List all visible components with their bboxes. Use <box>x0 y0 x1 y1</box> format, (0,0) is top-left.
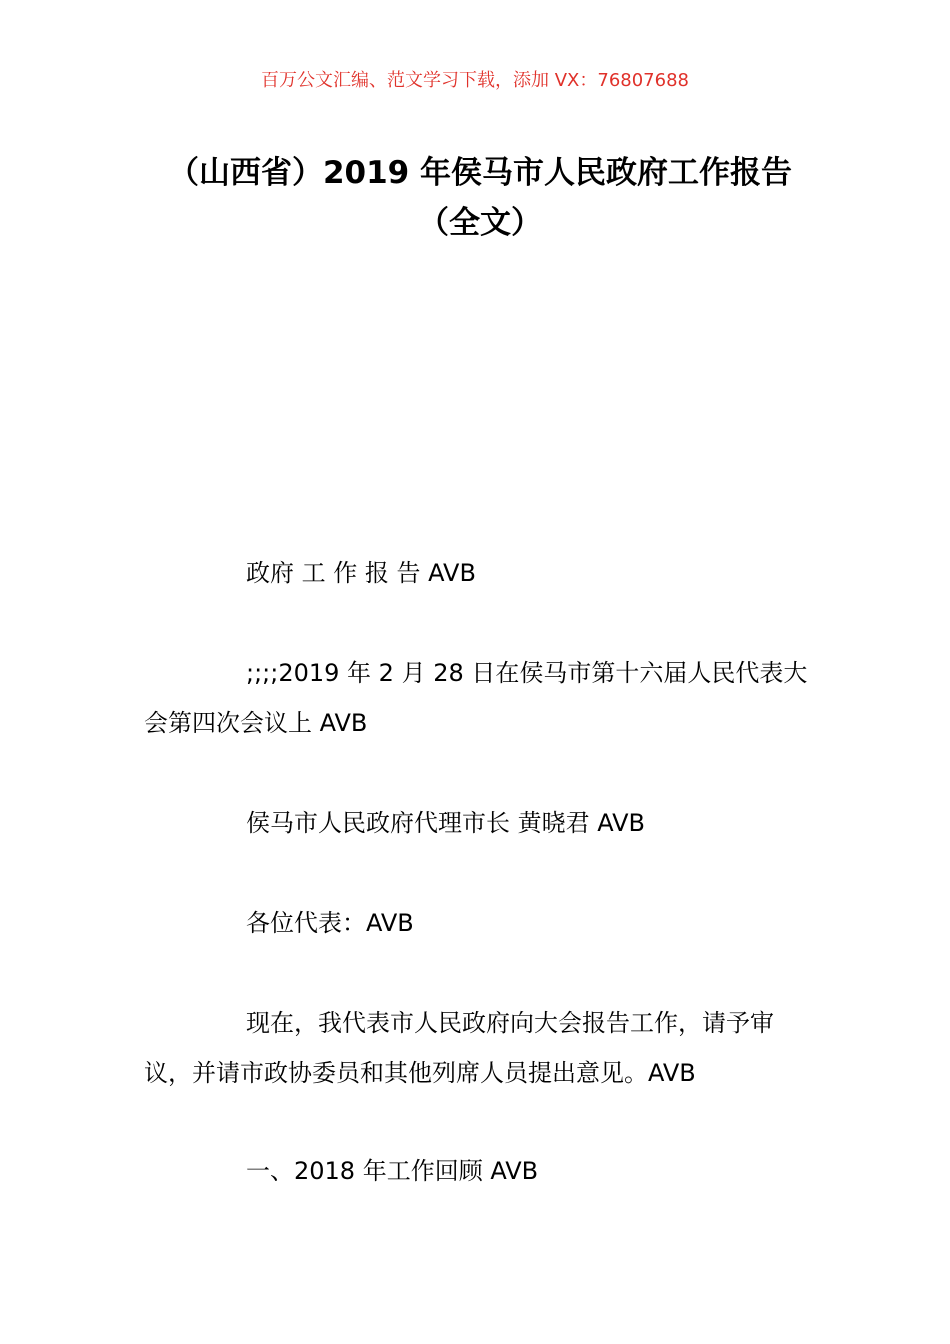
document-title: （山西省）2019 年侯马市人民政府工作报告（全文） <box>167 155 793 241</box>
section-heading-review: 一、2018 年工作回顾 AVB <box>246 1157 539 1185</box>
paragraph-meeting-date: ;;;;2019 年 2 月 28 日在侯马市第十六届人民代表大会第四次会议上 AVB <box>144 659 808 737</box>
paragraph-report-heading: 政府 工 作 报 告 AVB <box>246 559 476 587</box>
paragraph-opening: 现在，我代表市人民政府向大会报告工作，请予审议，并请市政协委员和其他列席人员提出意见。AVB <box>144 1009 774 1087</box>
header-promo-note: 百万公文汇编、范文学习下载，添加 VX：76807688 <box>261 70 689 91</box>
paragraph-speaker: 侯马市人民政府代理市长 黄晓君 AVB <box>246 809 646 837</box>
paragraph-salutation: 各位代表：AVB <box>246 909 414 937</box>
